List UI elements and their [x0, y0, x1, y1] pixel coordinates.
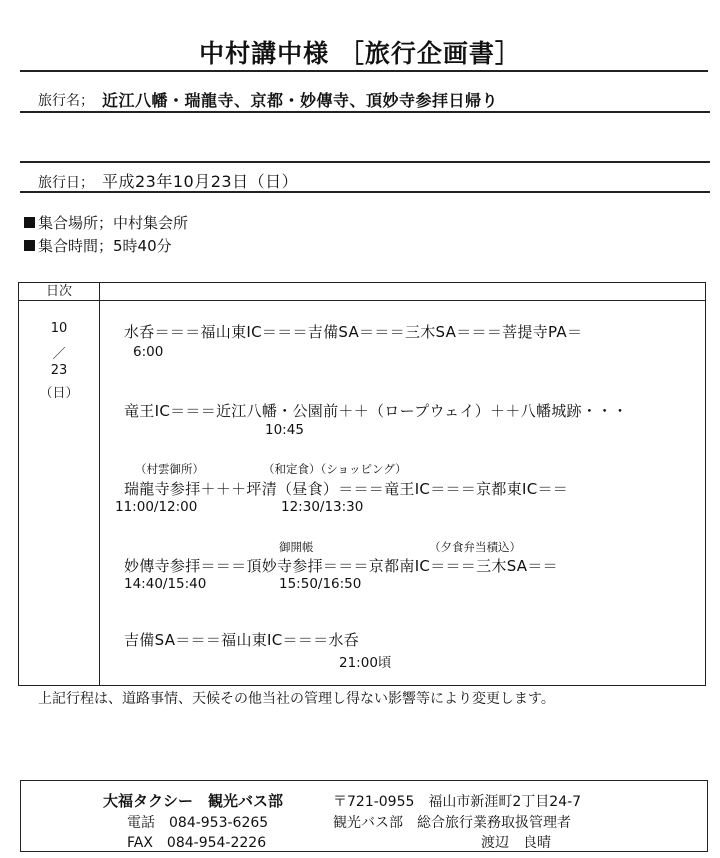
company-name: 大福タクシー 観光バス部 [103, 792, 284, 810]
meeting-time-label: 集合時間； [38, 237, 114, 255]
meeting-place-label: 集合場所； [38, 214, 114, 232]
company-phone: 電話 084-953-6265 [127, 815, 269, 831]
manager-role: 観光バス部 総合旅行業務取扱管理者 [333, 815, 571, 831]
trip-name-value: 近江八幡・瑞龍寺、京都・妙傳寺、頂妙寺参拝日帰り [102, 91, 499, 110]
date-separator: ／ [52, 347, 66, 362]
trip-date-top-divider [20, 161, 710, 163]
note-gokaicho: 御開帳 [279, 540, 314, 554]
day-header: 日次 [45, 284, 72, 299]
meeting-place-row [24, 212, 188, 233]
route-line-1: 水呑＝＝＝福山東IC＝＝＝吉備SA＝＝＝三木SA＝＝＝菩提寺PA＝ [124, 323, 583, 341]
schedule-table [18, 282, 706, 686]
time-0600: 6:00 [133, 344, 164, 360]
time-2100: 21:00頃 [339, 655, 392, 671]
meeting-place-value: 中村集会所 [113, 214, 189, 232]
company-fax: FAX 084-954-2226 [127, 835, 267, 851]
trip-date-value: 平成23年10月23日（日） [102, 172, 299, 191]
manager-name: 渡辺 良晴 [481, 835, 551, 851]
schedule-header-row [19, 283, 705, 301]
time-1440-1540: 14:40/15:40 [124, 576, 207, 592]
note-dinner-bento: （夕食弁当積込） [429, 540, 521, 554]
route-line-4: 妙傳寺参拝＝＝＝頂妙寺参拝＝＝＝京都南IC＝＝＝三木SA＝＝ [124, 557, 558, 575]
note-lunch-shopping: （和定食）（ショッピング） [263, 462, 407, 476]
route-line-2: 竜王IC＝＝＝近江八幡・公園前＋＋（ロープウェイ）＋＋八幡城跡・・・ [124, 402, 628, 420]
trip-date-label: 旅行日； [38, 175, 94, 191]
time-1550-1650: 15:50/16:50 [279, 576, 362, 592]
date-day: 23 [50, 363, 68, 378]
company-address: 〒721-0955 福山市新涯町2丁目24-7 [333, 794, 582, 810]
route-line-3: 瑞龍寺参拝＋＋＋坪清（昼食）＝＝＝竜王IC＝＝＝京都東IC＝＝ [124, 480, 569, 498]
title-divider [20, 70, 708, 72]
time-1100-1200: 11:00/12:00 [115, 499, 198, 515]
bullet-square-icon [24, 240, 35, 251]
route-line-5: 吉備SA＝＝＝福山東IC＝＝＝水呑 [124, 631, 360, 649]
trip-name-divider [20, 111, 710, 113]
meeting-time-row [24, 235, 172, 256]
time-1045: 10:45 [265, 422, 304, 438]
schedule-column-divider [99, 283, 100, 685]
bullet-square-icon [24, 217, 35, 228]
note-murakumo: （村雲御所） [135, 462, 204, 476]
date-month: 10 [50, 321, 68, 336]
date-weekday: （日） [39, 386, 79, 401]
meeting-time-value: 5時40分 [113, 237, 172, 255]
schedule-disclaimer: 上記行程は、道路事情、天候その他当社の管理し得ない影響等により変更します。 [38, 691, 555, 707]
company-footer [20, 780, 708, 852]
document-title: 中村講中様 ［旅行企画書］ [199, 39, 521, 68]
trip-name-label: 旅行名； [38, 93, 94, 109]
trip-date-divider [20, 191, 710, 193]
time-1230-1330: 12:30/13:30 [281, 499, 364, 515]
